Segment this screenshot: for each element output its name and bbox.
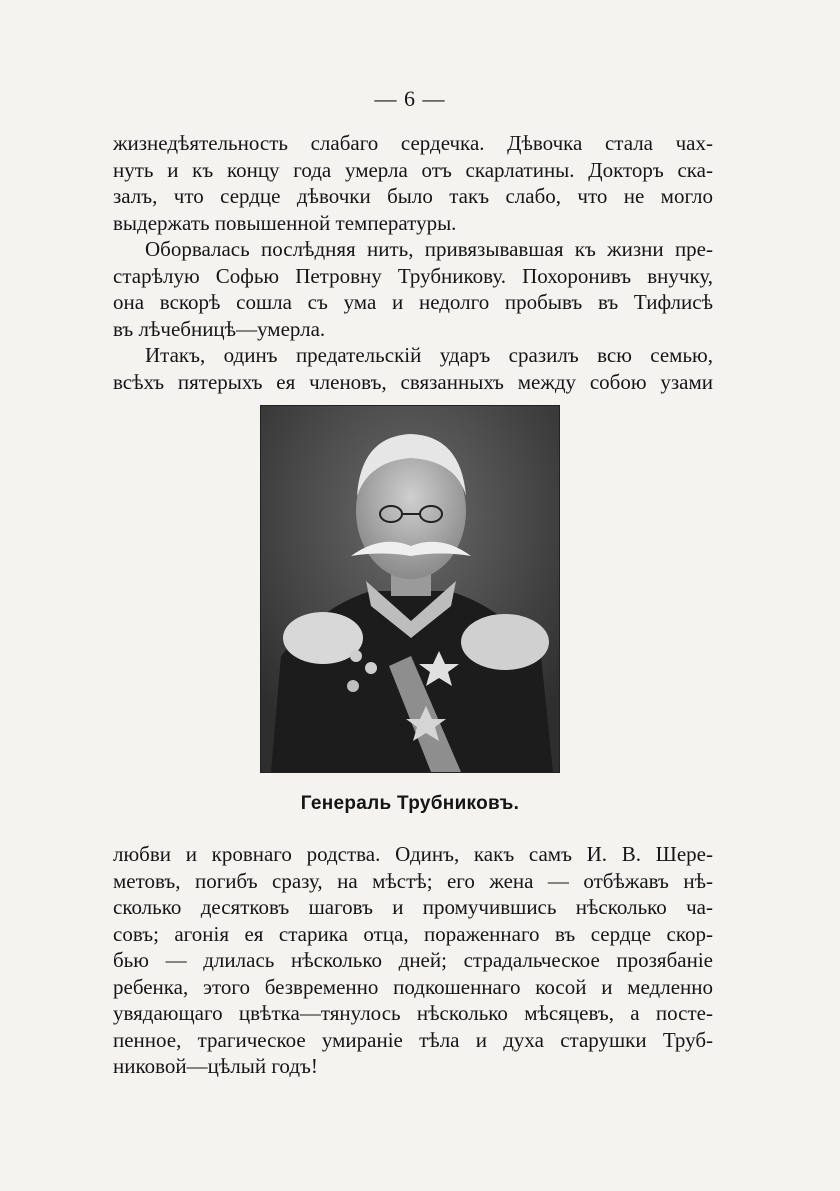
portrait-photo (260, 405, 560, 773)
text-line: всѣхъ пятерыхъ ея членовъ, связанныхъ между собою узами (113, 369, 713, 394)
text-line: сколько десятковъ шаговъ и промучившись нѣсколько ча- (113, 895, 713, 919)
text-line: бью — длилась нѣсколько дней; страдальческое прозябаніе (113, 948, 713, 972)
text-line: жизнедѣятельность слабаго сердечка. Дѣвочка стала чах- (113, 131, 713, 155)
figure-caption: Генераль Трубниковъ. (300, 793, 520, 814)
text-line: Оборвалась послѣдняя нить, привязывавшая къ жизни пре- (145, 237, 713, 261)
text-line: пенное, трагическое умираніе тѣла и духа старушки Труб- (113, 1027, 713, 1052)
text-line: залъ, что сердце дѣвочки было такъ слабо, что не могло (113, 184, 713, 208)
text-line: никовой—цѣлый годъ! (113, 1054, 318, 1078)
text-line: выдержать повышенной температуры. (113, 210, 457, 235)
page-number: — 6 — (374, 86, 446, 111)
text-line: старѣлую Софью Петровну Трубникову. Похоронивъ внучку, (113, 263, 713, 288)
text-block-top (113, 130, 713, 395)
text-line: Итакъ, одинъ предательскій ударъ сразилъ всю семью, (145, 343, 713, 367)
portrait-illustration (261, 406, 559, 772)
text-line: совъ; агонія ея старика отца, пораженнаго въ сердце скор- (113, 921, 713, 946)
text-line: нуть и къ концу года умерла отъ скарлатины. Докторъ ска- (113, 157, 713, 182)
text-line: ребенка, этого безвременно подкошеннаго косой и медленно (113, 974, 713, 999)
text-line: она вскорѣ сошла съ ума и недолго пробывъ въ Тифлисѣ (113, 290, 713, 314)
text-line: въ лѣчебницѣ—умерла. (113, 316, 326, 341)
text-block-bottom (113, 841, 713, 1080)
text-line: увядающаго цвѣтка—тянулось нѣсколько мѣсяцевъ, а посте- (113, 1001, 713, 1025)
text-line: любви и кровнаго родства. Одинъ, какъ самъ И. В. Шере- (113, 842, 713, 866)
text-line: метовъ, погибъ сразу, на мѣстѣ; его жена — отбѣжавъ нѣ- (113, 868, 713, 893)
